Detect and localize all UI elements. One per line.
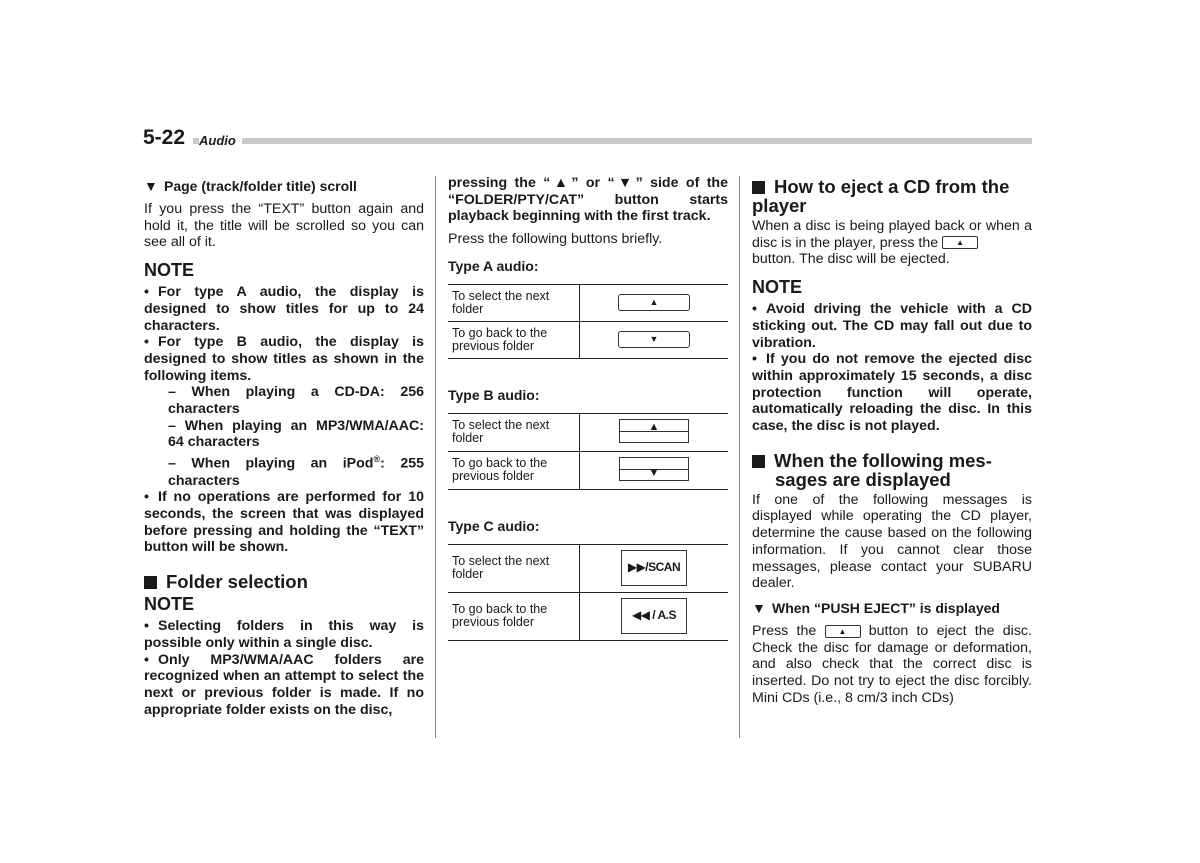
table-cell: To go back to the previous folder <box>448 592 580 640</box>
eject-heading: How to eject a CD from the player <box>752 176 1010 216</box>
scan-button-icon: ▶▶/SCAN <box>621 550 687 586</box>
as-button-icon: ◀◀ / A.S <box>621 598 687 634</box>
eject-text: When a disc is being played back or when a disc is in the player, press the ▲ button. The disc will be ejected. <box>752 218 1032 268</box>
type-b-table <box>448 413 728 490</box>
folder-down-button-icon: ▼ <box>618 331 690 348</box>
type-b-title: Type B audio: <box>448 386 540 403</box>
square-bullet-icon <box>144 576 157 589</box>
note-title: NOTE <box>144 260 195 281</box>
column-divider <box>739 176 740 738</box>
table-cell: To go back to the previous folder <box>448 321 580 358</box>
eject-button-icon: ▲ <box>942 236 978 249</box>
page-number: 5-22 <box>143 126 193 150</box>
type-c-title: Type C audio: <box>448 517 540 534</box>
table-cell: To select the next folder <box>448 413 580 451</box>
note-bullet: • Only MP3/WMA/AAC folders are recognized when an attempt to select the next or previous folder is made. If no appropriate folder exists on the disc, <box>144 651 424 718</box>
eject-button-icon: ▲ <box>825 625 861 638</box>
up-triangle-icon: ▲ <box>550 175 572 191</box>
push-eject-text: Press the ▲ button to eject the disc. Check the disc for damage or deformation, and also check that the correct disc is inserted. Do not try to eject the disc forcibly. Mini CDs (i.e., 8 cm/3 inch CDs) <box>752 622 1032 706</box>
folder-continuation: pressing the “▲” or “▼” side of the “FOLDER/PTY/CAT” button starts playback beginning with the first track. <box>448 175 728 225</box>
folder-down-rocker-icon: ▼ <box>619 457 689 481</box>
folder-selection-heading: Folder selection <box>144 572 424 591</box>
folder-up-button-icon: ▲ <box>618 294 690 311</box>
note-bullet: • Avoid driving the vehicle with a CD sticking out. The CD may fall out due to vibration. <box>752 301 1032 351</box>
square-bullet-icon <box>752 455 765 468</box>
column-2 <box>448 175 728 641</box>
messages-text: If one of the following messages is displayed while operating the CD player, determine the cause based on the following information. If you cannot clear those messages, please contact your SUBARU dealer. <box>752 491 1032 592</box>
table-cell: To select the next folder <box>448 544 580 592</box>
column-1 <box>144 175 424 718</box>
header-rule <box>143 138 1032 144</box>
type-a-title: Type A audio: <box>448 257 539 274</box>
note-bullet: • For type B audio, the display is designed to show titles as shown in the following items. <box>144 334 424 384</box>
note-bullet: • Selecting folders in this way is possible only within a single disc. <box>144 618 424 651</box>
note-title: NOTE <box>752 277 803 298</box>
note-bullet: • If you do not remove the ejected disc within approximately 15 seconds, a disc protection function will operate, automatically reloading the disc. In this case, the disc is not played. <box>752 351 1032 435</box>
table-cell: To go back to the previous folder <box>448 451 580 489</box>
note-dash-item: – When playing a CD-DA: 256 characters <box>168 384 424 418</box>
type-c-table <box>448 544 728 641</box>
table-cell: To select the next folder <box>448 284 580 321</box>
down-triangle-icon: ▼ <box>144 178 158 194</box>
column-divider <box>435 176 436 738</box>
square-bullet-icon <box>752 181 765 194</box>
down-triangle-icon: ▼ <box>614 175 636 191</box>
note-bullet: • If no operations are performed for 10 seconds, the screen that was displayed before pressing and holding the “TEXT” button will be shown. <box>144 489 424 556</box>
type-a-table <box>448 284 728 359</box>
scroll-heading: ▼ Page (track/folder title) scroll <box>144 178 357 194</box>
messages-heading: When the following mes- sages are displayed <box>752 451 1032 489</box>
page-header <box>143 126 1032 150</box>
column-3 <box>752 175 1032 706</box>
note-bullet: • For type A audio, the display is designed to show titles for up to 24 characters. <box>144 284 424 334</box>
note-title: NOTE <box>144 594 195 615</box>
down-triangle-icon: ▼ <box>752 599 766 616</box>
instruction-text: Press the following buttons briefly. <box>448 231 663 248</box>
scroll-text: If you press the “TEXT” button again and hold it, the title will be scrolled so you can see all of it. <box>144 201 424 251</box>
section-name: Audio <box>199 133 242 148</box>
push-eject-heading: ▼ When “PUSH EJECT” is displayed <box>752 599 1000 616</box>
folder-up-rocker-icon: ▲ <box>619 419 689 443</box>
note-dash-item: – When playing an MP3/WMA/AAC: 64 characters <box>168 417 424 451</box>
note-dash-item: – When playing an iPod®: 255 characters <box>168 454 425 489</box>
